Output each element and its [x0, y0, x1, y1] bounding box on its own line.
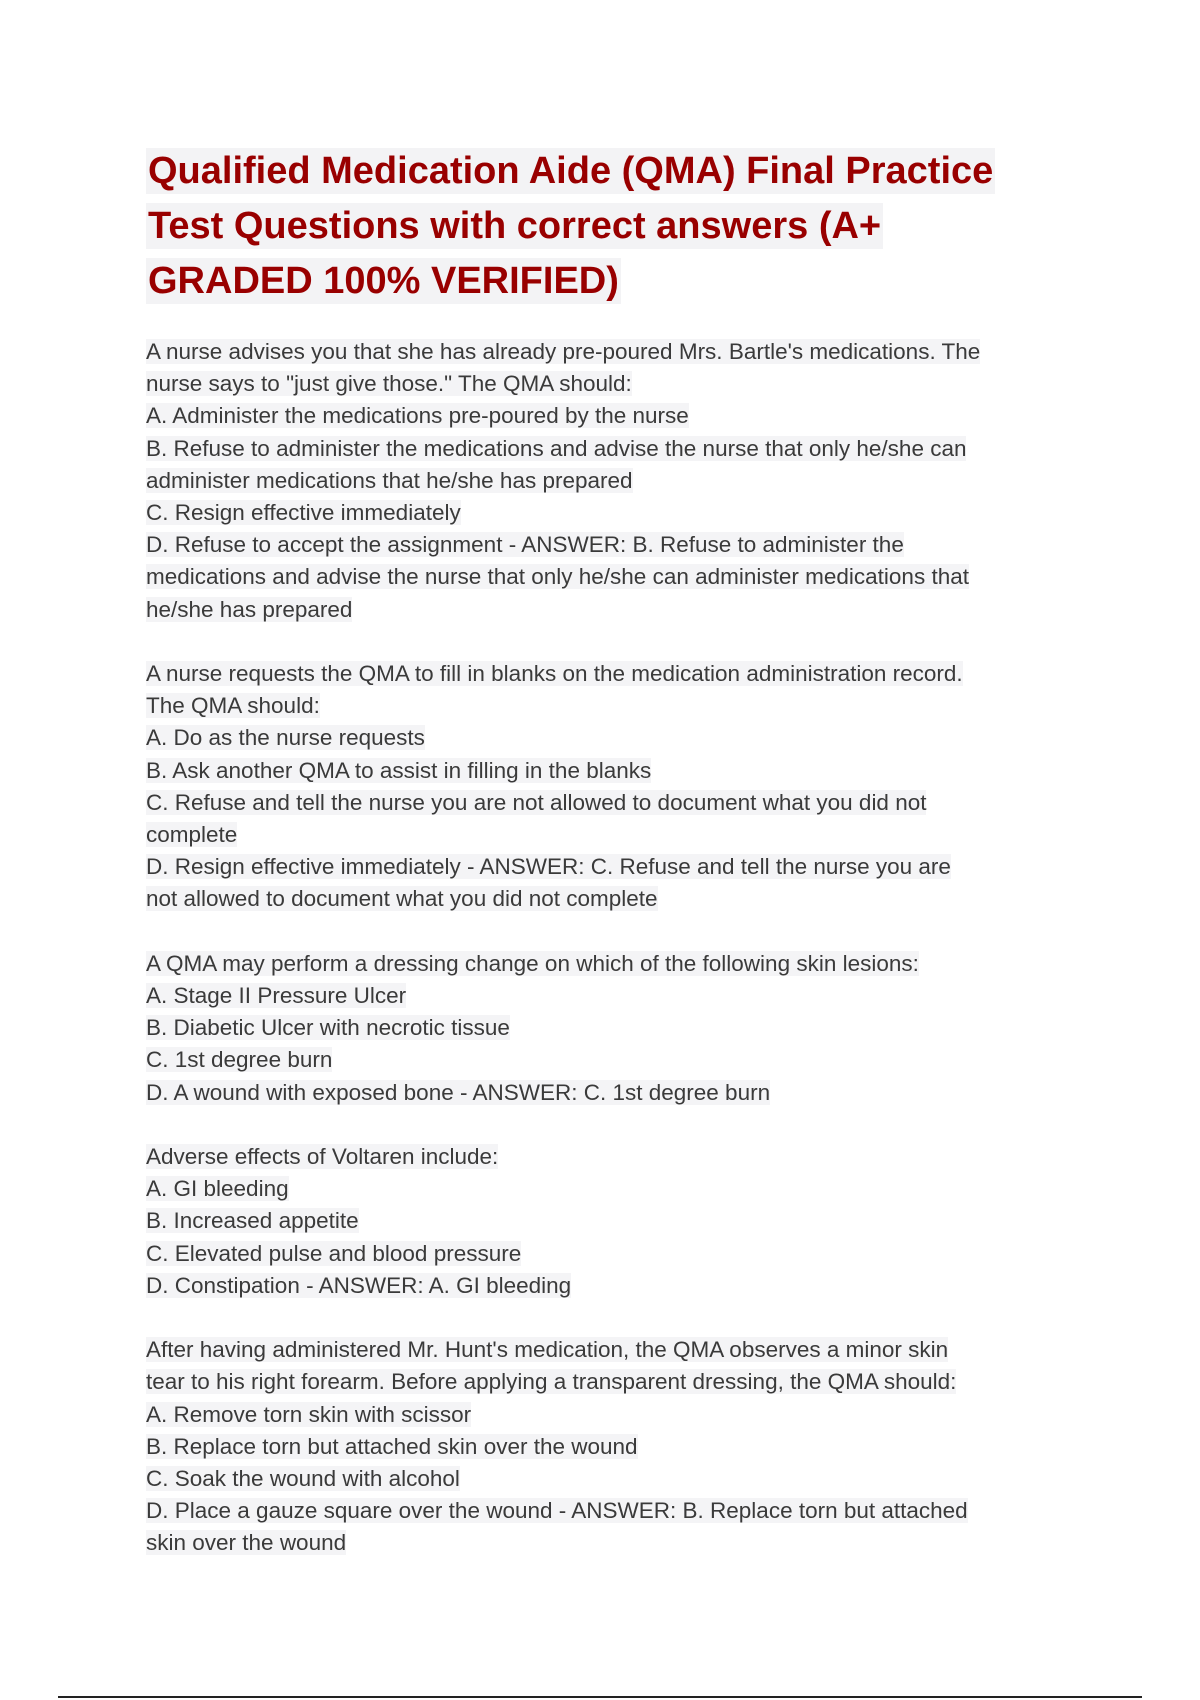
answer-key: D. Place a gauze square over the wound - ANSWER: B. Replace torn but attached	[146, 1498, 968, 1524]
title-line: GRADED 100% VERIFIED)	[148, 260, 619, 302]
answer-option: A. Administer the medications pre-poured by the nurse	[146, 403, 689, 429]
answer-key: not allowed to document what you did not complete	[146, 886, 658, 912]
answer-option: B. Diabetic Ulcer with necrotic tissue	[146, 1015, 510, 1041]
answer-key: D. Constipation - ANSWER: A. GI bleeding	[146, 1272, 572, 1298]
answer-option: complete	[146, 822, 238, 848]
question-text: The QMA should:	[146, 693, 320, 719]
answer-key: he/she has prepared	[146, 596, 353, 622]
title-line: Qualified Medication Aide (QMA) Final Practice	[148, 150, 994, 192]
question-text: Adverse effects of Voltaren include:	[146, 1144, 499, 1170]
footer-divider	[58, 1696, 1142, 1698]
question-text: tear to his right forearm. Before applying a transparent dressing, the QMA should:	[146, 1369, 957, 1395]
question-list	[146, 336, 1066, 1592]
question-text: A QMA may perform a dressing change on which of the following skin lesions:	[146, 950, 919, 976]
answer-option: C. Elevated pulse and blood pressure	[146, 1240, 522, 1266]
answer-key: skin over the wound	[146, 1530, 347, 1556]
answer-option: A. Do as the nurse requests	[146, 725, 425, 751]
answer-key: D. Resign effective immediately - ANSWER: C. Refuse and tell the nurse you are	[146, 854, 951, 880]
answer-option: A. Remove torn skin with scissor	[146, 1401, 472, 1427]
answer-option: C. Resign effective immediately	[146, 500, 461, 526]
answer-option: B. Ask another QMA to assist in filling in the blanks	[146, 757, 652, 783]
answer-option: C. Refuse and tell the nurse you are not allowed to document what you did not	[146, 789, 927, 815]
question-text: nurse says to "just give those." The QMA should:	[146, 371, 632, 397]
question-text: After having administered Mr. Hunt's medication, the QMA observes a minor skin	[146, 1337, 949, 1363]
question-block	[146, 336, 1066, 626]
answer-option: administer medications that he/she has prepared	[146, 467, 633, 493]
answer-key: D. Refuse to accept the assignment - ANSWER: B. Refuse to administer the	[146, 532, 904, 558]
answer-option: A. GI bleeding	[146, 1176, 289, 1202]
answer-option: C. Soak the wound with alcohol	[146, 1466, 460, 1492]
question-text: A nurse advises you that she has already pre-poured Mrs. Bartle's medications. The	[146, 339, 981, 364]
answer-option: C. 1st degree burn	[146, 1047, 333, 1073]
answer-key: D. A wound with exposed bone - ANSWER: C. 1st degree burn	[146, 1079, 771, 1105]
question-block	[146, 1334, 1066, 1559]
answer-option: B. Replace torn but attached skin over the wound	[146, 1433, 638, 1459]
answer-option: B. Increased appetite	[146, 1208, 359, 1234]
answer-option: A. Stage II Pressure Ulcer	[146, 983, 407, 1009]
title-line: Test Questions with correct answers (A+	[148, 205, 882, 247]
question-block	[146, 658, 1066, 916]
question-block	[146, 1141, 1066, 1302]
question-text: A nurse requests the QMA to fill in blanks on the medication administration record.	[146, 661, 963, 687]
document-title	[146, 144, 1066, 309]
question-block	[146, 948, 1066, 1109]
answer-key: medications and advise the nurse that only he/she can administer medications that	[146, 564, 969, 590]
answer-option: B. Refuse to administer the medications and advise the nurse that only he/she can	[146, 435, 967, 461]
